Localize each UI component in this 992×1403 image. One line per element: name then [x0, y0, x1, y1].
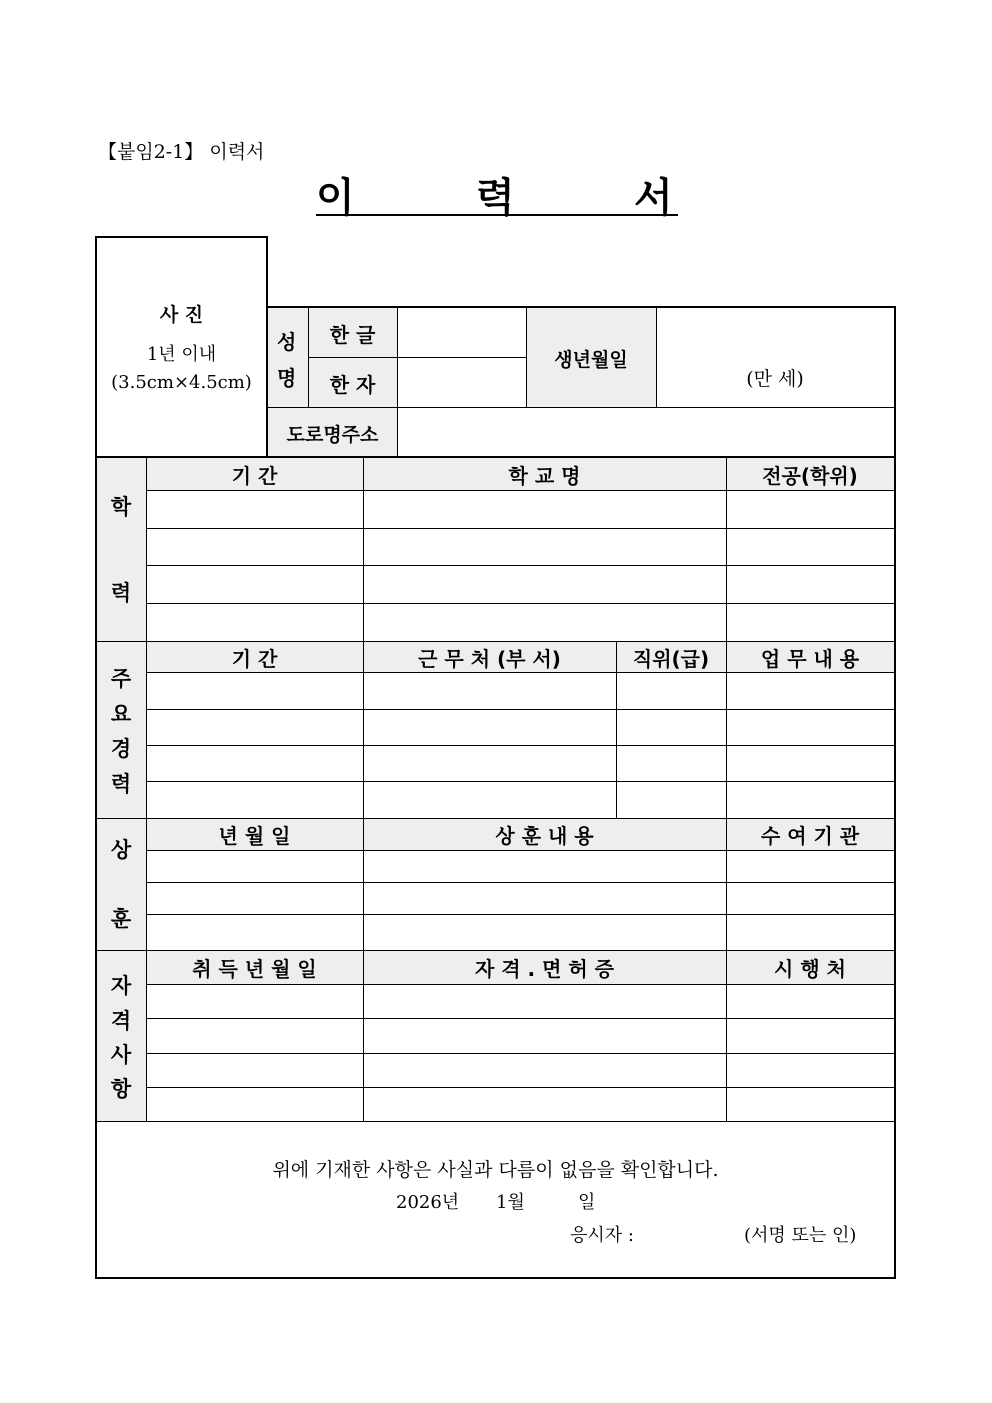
date-year: 2026년 [396, 1192, 460, 1213]
qual-side-4: 항 [110, 1077, 132, 1101]
awards-header-issuer: 수 여 기 관 [760, 824, 860, 848]
name-hanja-field[interactable] [398, 358, 525, 406]
career-side-1: 주 [110, 667, 132, 691]
education-header-period: 기 간 [231, 464, 278, 488]
hangul-label: 한 글 [329, 323, 376, 347]
name-label-top: 성 [277, 330, 297, 354]
qual-header-license: 자 격 . 면 허 증 [474, 957, 614, 981]
title-char-2: 력 [476, 175, 515, 221]
career-side-4: 력 [110, 772, 132, 796]
education-side-bottom: 력 [110, 581, 132, 605]
career-header-position: 직위(급) [632, 647, 710, 671]
name-label-bottom: 명 [277, 366, 297, 390]
qual-side-1: 자 [110, 974, 132, 998]
career-header-period: 기 간 [231, 647, 278, 671]
education-side-top: 학 [110, 495, 132, 519]
birth-date-label: 생년월일 [554, 349, 628, 371]
career-side-3: 경 [110, 737, 132, 761]
date-month: 1월 [496, 1192, 525, 1213]
road-address-label: 도로명주소 [286, 424, 379, 446]
awards-header-date: 년 월 일 [218, 824, 291, 848]
career-header-duties: 업 무 내 용 [760, 647, 860, 671]
career-header-workplace: 근 무 처 (부 서) [418, 647, 561, 671]
qual-side-3: 사 [110, 1043, 132, 1067]
photo-heading: 사 진 [159, 304, 204, 326]
name-hangul-field[interactable] [398, 308, 525, 356]
hanja-label: 한 자 [329, 373, 376, 397]
education-header-school: 학 교 명 [508, 464, 581, 488]
title-char-3: 서 [634, 175, 673, 221]
photo-validity: 1년 이내 [146, 344, 217, 365]
age-text: (만 세) [746, 368, 804, 390]
qual-side-2: 격 [110, 1009, 132, 1033]
qual-header-issuer: 시 행 처 [774, 957, 846, 981]
awards-side-top: 상 [110, 838, 132, 862]
awards-header-content: 상 훈 내 용 [495, 824, 594, 848]
awards-side-bottom: 훈 [110, 907, 132, 931]
signature-label: (서명 또는 인) [744, 1225, 857, 1246]
applicant-label: 응시자 : [570, 1225, 634, 1246]
qual-header-date: 취 득 년 월 일 [192, 957, 317, 981]
title-char-1: 이 [316, 175, 355, 221]
photo-size: (3.5cm×4.5cm) [111, 372, 252, 393]
document-title [316, 166, 678, 221]
attachment-label: 【붙임2-1】 이력서 [98, 141, 265, 163]
road-address-field[interactable] [398, 408, 893, 456]
date-day: 일 [578, 1192, 596, 1213]
birth-date-field[interactable] [657, 308, 893, 356]
career-side-2: 요 [110, 702, 132, 726]
confirmation-statement: 위에 기재한 사항은 사실과 다름이 없음을 확인합니다. [272, 1159, 719, 1181]
education-header-major: 전공(학위) [762, 464, 858, 488]
